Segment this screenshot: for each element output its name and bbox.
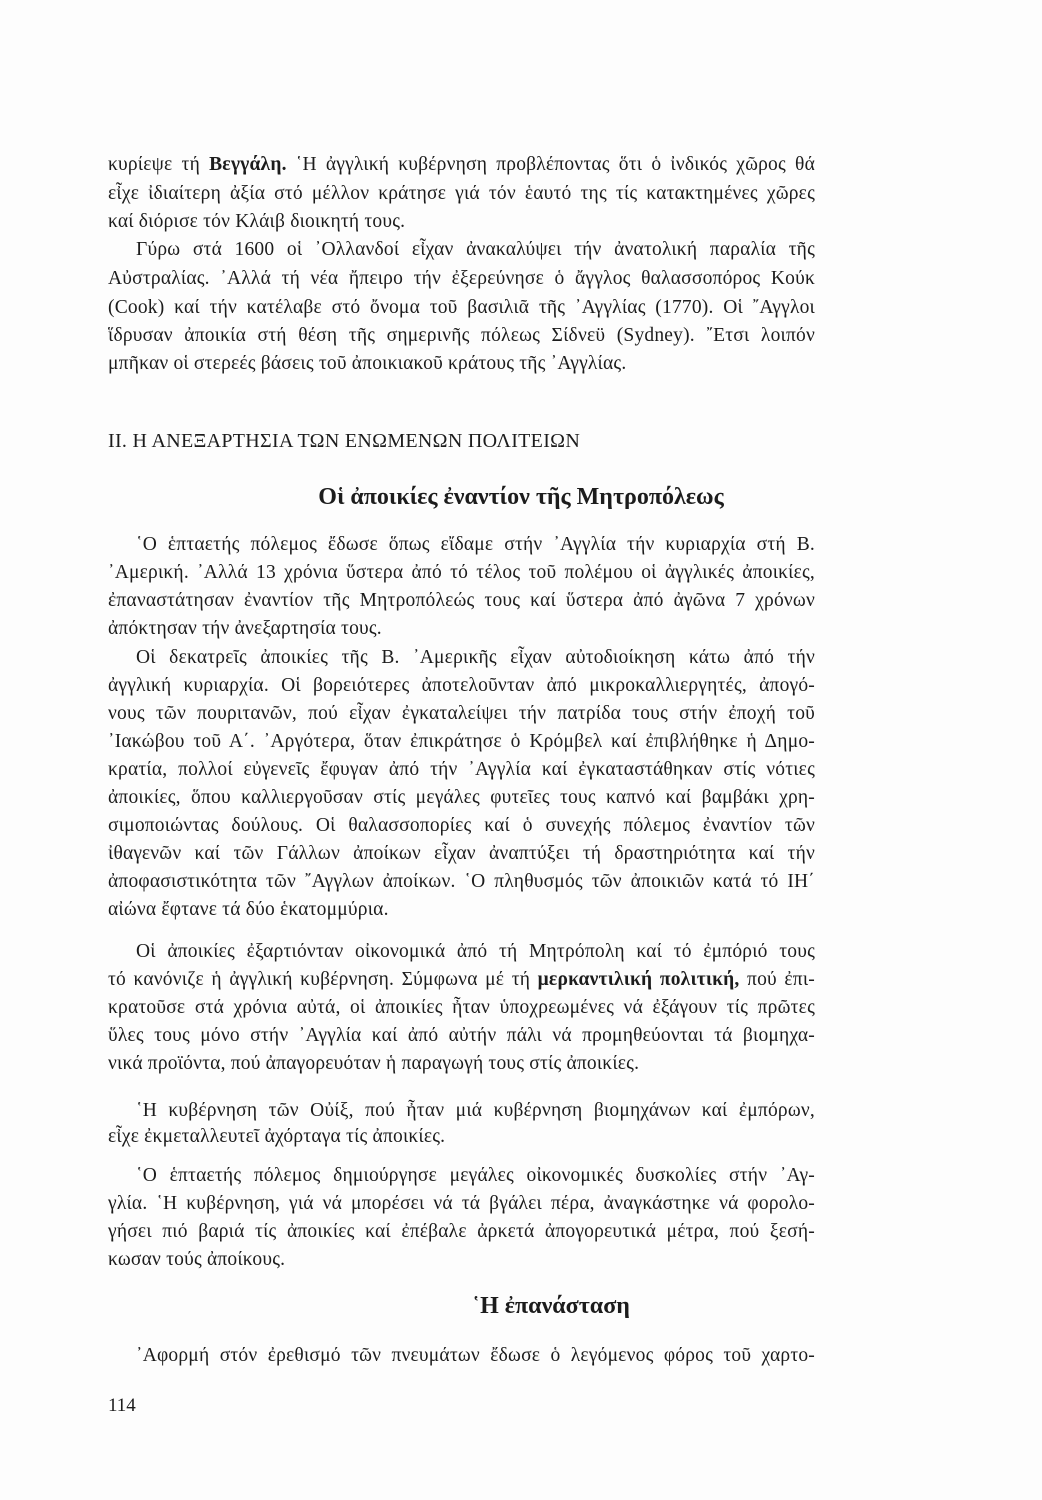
text-line: ἀγγλική κυριαρχία. Οἱ βορειότερες ἀποτελοῦνταν ἀπό μικροκαλλιεργητές, ἀπογό- — [108, 675, 815, 696]
text-line: ἵδρυσαν ἀποικία στή θέση τῆς σημερινῆς πόλεως Σίδνεϋ (Sydney). ῎Ετσι λοιπόν — [108, 325, 815, 346]
text-line: εἶχε ἰδιαίτερη ἀξία στό μέλλον κράτησε γιά τόν ἑαυτό της τίς κατακτημένες χῶρες — [108, 183, 815, 204]
text-line: ῾Η κυβέρνηση τῶν Οὐίξ, πού ἦταν μιά κυβέρνηση βιομηχάνων καί ἐμπόρων, — [136, 1100, 815, 1121]
text-line: κρατοῦσε στά χρόνια αὐτά, οἱ ἀποικίες ἦταν ὑποχρεωμένες νά ἐξάγουν τίς πρῶτες — [108, 997, 815, 1018]
text-line: ᾿Αφορμή στόν ἐρεθισμό τῶν πνευμάτων ἔδωσε ὁ λεγόμενος φόρος τοῦ χαρτο- — [136, 1345, 815, 1366]
text-line: ἀποικίες, ὅπου καλλιεργοῦσαν στίς μεγάλες φυτεῖες τους καπνό καί βαμβάκι χρη- — [108, 787, 815, 808]
text-line: ῾Ο ἑπταετής πόλεμος δημιούργησε μεγάλες οἰκονομικές δυσκολίες στήν ᾿Αγ- — [136, 1165, 815, 1186]
text-line: (Cook) καί τήν κατέλαβε στό ὄνομα τοῦ βασιλιᾶ τῆς ᾿Αγγλίας (1770). Οἱ ῎Αγγλοι — [108, 297, 815, 318]
subsection-heading: ῾Η ἐπανάσταση — [472, 1293, 630, 1319]
text-line: καί διόρισε τόν Κλάιβ διοικητή τους. — [108, 211, 406, 232]
text-line — [108, 153, 815, 177]
text-line: ῾Ο ἑπταετής πόλεμος ἔδωσε ὅπως εἴδαμε στήν ᾿Αγγλία τήν κυριαρχία στή Β. — [136, 534, 815, 555]
text-line: μπῆκαν οἱ στερεές βάσεις τοῦ ἀποικιακοῦ κράτους τῆς ᾿Αγγλίας. — [108, 353, 627, 374]
text-line: ἰθαγενῶν καί τῶν Γάλλων ἀποίκων εἶχαν ἀναπτύξει τή δραστηριότητα καί τήν — [108, 843, 815, 864]
text-line: σιμοποιώντας δούλους. Οἱ θαλασσοπορίες καί ὁ συνεχής πόλεμος ἐναντίον τῶν — [108, 815, 815, 836]
text: τό κανόνιζε ἡ ἀγγλική κυβέρνηση. Σύμφωνα μέ τή — [108, 969, 538, 990]
text-line: ὕλες τους μόνο στήν ᾿Αγγλία καί ἀπό αὐτήν πάλι νά προμηθεύονται τά βιομηχα- — [108, 1025, 815, 1046]
text-line: Αὐστραλίας. ᾿Αλλά τή νέα ἤπειρο τήν ἐξερεύνησε ὁ ἄγγλος θαλασσοπόρος Κούκ — [108, 268, 815, 289]
text-line: ᾿Ιακώβου τοῦ Α΄. ᾿Αργότερα, ὅταν ἐπικράτησε ὁ Κρόμβελ καί ἐπιβλήθηκε ἡ Δημο- — [108, 731, 815, 752]
section-heading: II. Η ΑΝΕΞΑΡΤΗΣΙΑ ΤΩΝ ΕΝΩΜΕΝΩΝ ΠΟΛΙΤΕΙΩΝ — [108, 430, 581, 452]
text-line: νους τῶν πουριτανῶν, πού εἶχαν ἐγκαταλείψει τήν πατρίδα τους στήν ἐποχή τοῦ — [108, 703, 815, 724]
text-line: εἶχε ἐκμεταλλευτεῖ ἀχόρταγα τίς ἀποικίες. — [108, 1126, 446, 1147]
page-number: 114 — [108, 1395, 136, 1416]
text-line: ἀπόκτησαν τήν ἀνεξαρτησία τους. — [108, 618, 382, 639]
text-line: Οἱ δεκατρεῖς ἀποικίες τῆς Β. ᾿Αμερικῆς εἶχαν αὐτοδιοίκηση κάτω ἀπό τήν — [136, 647, 815, 668]
text: ῾Η ἀγγλική κυβέρνηση προβλέποντας ὅτι ὁ ἰνδικός χῶρος θά — [286, 154, 815, 175]
text-line: αἰώνα ἔφτανε τά δύο ἑκατομμύρια. — [108, 899, 389, 920]
text-line: ἀποφασιστικότητα τῶν ῎Αγγλων ἀποίκων. ῾Ο πληθυσμός τῶν ἀποικιῶν κατά τό ΙΗ΄ — [108, 871, 815, 892]
text-line: κωσαν τούς ἀποίκους. — [108, 1249, 286, 1270]
text-line: γλία. ῾Η κυβέρνηση, γιά νά μπορέσει νά τά βγάλει πέρα, ἀναγκάστηκε νά φορολο- — [108, 1193, 815, 1214]
text-line: νικά προϊόντα, πού ἀπαγορευόταν ἡ παραγωγή τους στίς ἀποικίες. — [108, 1053, 640, 1074]
subsection-heading: Οἱ ἀποικίες ἐναντίον τῆς Μητροπόλεως — [318, 484, 724, 510]
text-line: ἐπαναστάτησαν ἐναντίον τῆς Μητροπόλεώς τους καί ὕστερα ἀπό ἀγῶνα 7 χρόνων — [108, 590, 815, 611]
text-line: γήσει πιό βαριά τίς ἀποικίες καί ἐπέβαλε ἀρκετά ἀπογορευτικά μέτρα, πού ξεσή- — [108, 1221, 815, 1242]
bold-term: μερκαντιλική πολιτική, — [537, 969, 740, 990]
text-line: Οἱ ἀποικίες ἐξαρτιόνταν οἰκονομικά ἀπό τή Μητρόπολη καί τό ἐμπόριό τους — [136, 941, 815, 962]
text-line: κρατία, πολλοί εὐγενεῖς ἔφυγαν ἀπό τήν ᾿Αγγλία καί ἐγκαταστάθηκαν στίς νότιες — [108, 759, 815, 780]
text-line: Γύρω στά 1600 οἱ ᾿Ολλανδοί εἶχαν ἀνακαλύψει τήν ἀνατολική παραλία τῆς — [136, 239, 815, 260]
text-line: ᾿Αμερική. ᾿Αλλά 13 χρόνια ὕστερα ἀπό τό τέλος τοῦ πολέμου οἱ ἀγγλικές ἀποικίες, — [108, 562, 815, 583]
text: πού ἐπι- — [739, 969, 815, 990]
text-line — [108, 968, 815, 992]
text: κυρίεψε τή — [108, 154, 210, 175]
bold-term: Βεγγάλη. — [209, 154, 287, 175]
